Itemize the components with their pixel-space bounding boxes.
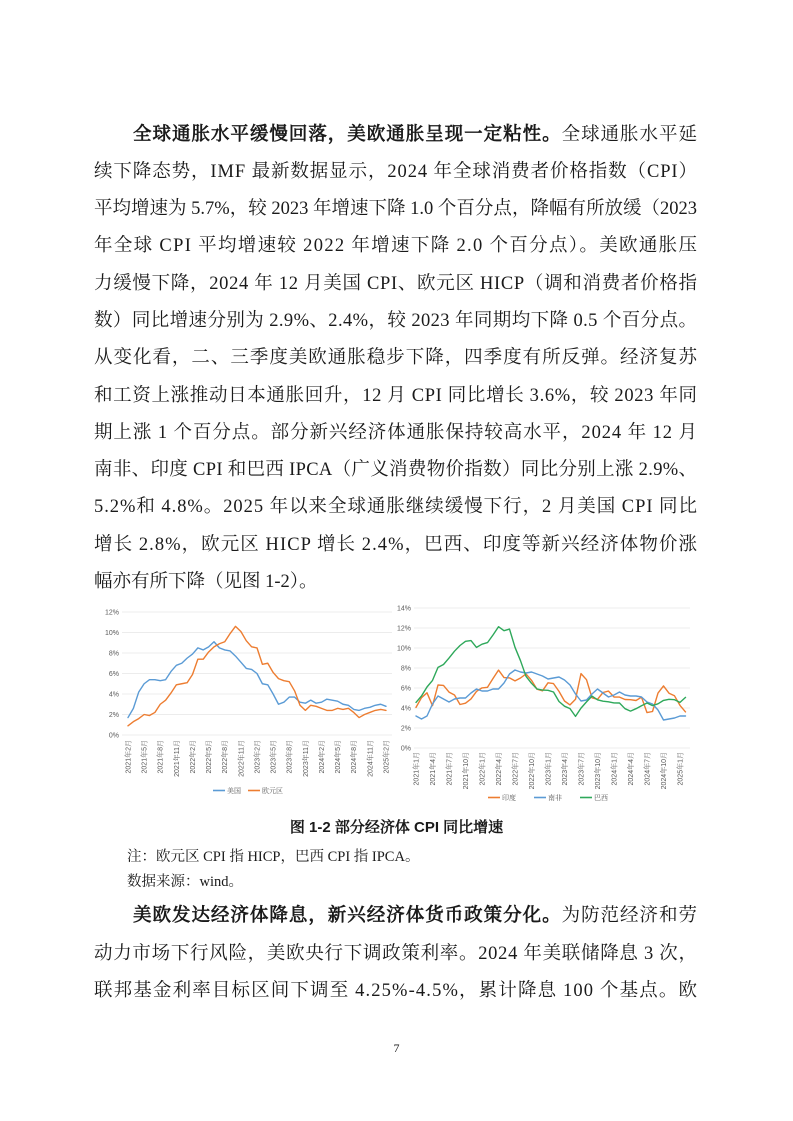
line-text: 联邦基金利率目标区间下调至 4.25%-4.5%，累计降息 100 个基点。欧	[94, 980, 699, 1001]
line-text: 平均增速为 5.7%，较 2023 年增速下降 1.0 个百分点，降幅有所放缓（2023	[94, 199, 697, 220]
brazil-ipca-line	[416, 627, 686, 717]
page-number: 7	[393, 1041, 400, 1055]
x-tick-label: 2022年10月	[528, 752, 536, 790]
line-text: 从变化看，二、三季度美欧通胀稳步下降，四季度有所反弹。经济复苏	[94, 348, 698, 369]
x-tick-label: 2023年1月	[545, 752, 553, 786]
x-tick-label: 2022年1月	[479, 752, 487, 786]
x-tick-label: 2021年2月	[125, 740, 133, 774]
y-tick-label: 0%	[400, 745, 411, 753]
line-text: 5.2%和 4.8%。2025 年以来全球通胀继续缓慢下行，2 月美国 CPI 同比	[94, 497, 698, 518]
x-tick-label: 2021年5月	[141, 740, 149, 774]
paragraph-line	[94, 452, 697, 489]
x-tick-label: 2021年11月	[173, 740, 181, 777]
legend-label: 南非	[548, 795, 562, 802]
y-tick-label: 12%	[104, 609, 119, 617]
x-tick-label: 2022年11月	[238, 740, 246, 777]
paragraph-lead-heading: 全球通胀水平缓慢回落，美欧通胀呈现一定粘性。	[133, 124, 562, 145]
x-tick-label: 2022年7月	[512, 752, 520, 786]
x-tick-label: 2024年2月	[318, 740, 326, 774]
paragraph-line	[94, 527, 697, 564]
x-tick-label: 2024年4月	[627, 752, 635, 786]
line-text: 增长 2.8%，欧元区 HICP 增长 2.4%，巴西、印度等新兴经济体物价涨	[94, 534, 699, 555]
y-tick-label: 10%	[104, 629, 119, 637]
legend-label: 美国	[227, 788, 241, 795]
x-tick-label: 2024年5月	[335, 740, 343, 774]
line-text: 力缓慢下降，2024 年 12 月美国 CPI、欧元区 HICP（调和消费者价格指	[94, 273, 698, 294]
figure-caption: 图 1-2 部分经济体 CPI 同比增速	[289, 819, 504, 836]
x-tick-label: 2024年10月	[660, 752, 668, 790]
x-tick-label: 2024年7月	[644, 752, 652, 786]
emerging-markets-cpi-line-chart	[395, 600, 695, 810]
line-text: 幅亦有所下降（见图 1-2）。	[94, 572, 318, 593]
line-text: 动力市场下行风险，美欧央行下调政策利率。2024 年美联储降息 3 次，	[94, 943, 698, 964]
y-tick-label: 2%	[400, 725, 411, 733]
x-tick-label: 2022年2月	[189, 740, 197, 774]
x-tick-label: 2023年2月	[254, 740, 262, 774]
x-tick-label: 2021年8月	[157, 740, 165, 774]
legend-label: 印度	[502, 795, 516, 802]
y-tick-label: 12%	[396, 625, 411, 633]
figure-note: 注：欧元区 CPI 指 HICP，巴西 CPI 指 IPCA。	[127, 849, 420, 865]
x-tick-label: 2024年1月	[611, 752, 619, 786]
x-tick-label: 2023年4月	[561, 752, 569, 786]
paragraph-line	[94, 898, 697, 935]
y-tick-label: 6%	[108, 670, 119, 678]
y-tick-label: 8%	[108, 650, 119, 658]
paragraph-global-inflation	[94, 117, 697, 602]
line-text-rest: 全球通胀水平延	[561, 124, 698, 145]
line-text: 期上涨 1 个百分点。部分新兴经济体通胀保持较高水平，2024 年 12 月	[94, 422, 698, 443]
y-tick-label: 14%	[396, 605, 411, 613]
x-tick-label: 2023年5月	[270, 740, 278, 774]
x-tick-label: 2021年7月	[446, 752, 454, 786]
x-tick-label: 2025年2月	[383, 740, 391, 774]
paragraph-line	[94, 973, 697, 1010]
legend-label: 巴西	[594, 795, 608, 802]
x-tick-label: 2023年11月	[302, 740, 310, 777]
line-text: 南非、印度 CPI 和巴西 IPCA（广义消费物价指数）同比分别上涨 2.9%、	[94, 460, 698, 481]
paragraph-line	[94, 228, 697, 265]
paragraph-line	[94, 564, 697, 601]
line-text: 和工资上涨推动日本通胀回升，12 月 CPI 同比增长 3.6%，较 2023 年同	[94, 385, 698, 406]
y-tick-label: 8%	[400, 665, 411, 673]
chart-us-eurozone-cpi	[95, 600, 395, 805]
x-tick-label: 2023年10月	[594, 752, 602, 790]
x-tick-label: 2023年8月	[286, 740, 294, 774]
paragraph-line	[94, 303, 697, 340]
us-eurozone-cpi-line-chart	[95, 600, 395, 805]
paragraph-lead-heading: 美欧发达经济体降息，新兴经济体货币政策分化。	[133, 906, 562, 927]
paragraph-line	[94, 489, 697, 526]
line-text: 续下降态势，IMF 最新数据显示，2024 年全球消费者价格指数（CPI）	[94, 161, 698, 182]
eurozone-hicp-line	[128, 626, 386, 725]
x-tick-label: 2022年4月	[495, 752, 503, 786]
line-text	[133, 898, 698, 935]
paragraph-line	[94, 415, 697, 452]
paragraph-line	[94, 117, 697, 154]
x-tick-label: 2025年1月	[677, 752, 685, 786]
y-tick-label: 2%	[108, 711, 119, 719]
x-tick-label: 2024年11月	[367, 740, 375, 777]
south-africa-cpi-line	[416, 670, 686, 720]
line-text-rest: 为防范经济和劳	[561, 906, 698, 927]
line-text: 年全球 CPI 平均增速较 2022 年增速下降 2.0 个百分点）。美欧通胀压	[94, 236, 699, 257]
y-tick-label: 4%	[400, 705, 411, 713]
x-tick-label: 2021年4月	[429, 752, 437, 786]
legend-label: 欧元区	[262, 788, 283, 795]
line-text	[133, 117, 698, 154]
paragraph-line	[94, 936, 697, 973]
paragraph-line	[94, 340, 697, 377]
y-tick-label: 4%	[108, 691, 119, 699]
x-tick-label: 2021年1月	[413, 752, 421, 786]
x-tick-label: 2024年8月	[351, 740, 359, 774]
paragraph-line	[94, 266, 697, 303]
paragraph-monetary-policy	[94, 898, 697, 1010]
paragraph-line	[94, 378, 697, 415]
x-tick-label: 2023年7月	[578, 752, 586, 786]
line-text: 数）同比增速分别为 2.9%、2.4%，较 2023 年同期均下降 0.5 个百分点。	[94, 310, 698, 331]
paragraph-line	[94, 154, 697, 191]
figure-source: 数据来源：wind。	[127, 874, 243, 890]
y-tick-label: 6%	[400, 685, 411, 693]
x-tick-label: 2022年8月	[222, 740, 230, 774]
y-tick-label: 10%	[396, 645, 411, 653]
x-tick-label: 2021年10月	[462, 752, 470, 790]
y-tick-label: 0%	[108, 732, 119, 740]
x-tick-label: 2022年5月	[206, 740, 214, 774]
chart-emerging-cpi	[395, 600, 695, 810]
paragraph-line	[94, 191, 697, 228]
